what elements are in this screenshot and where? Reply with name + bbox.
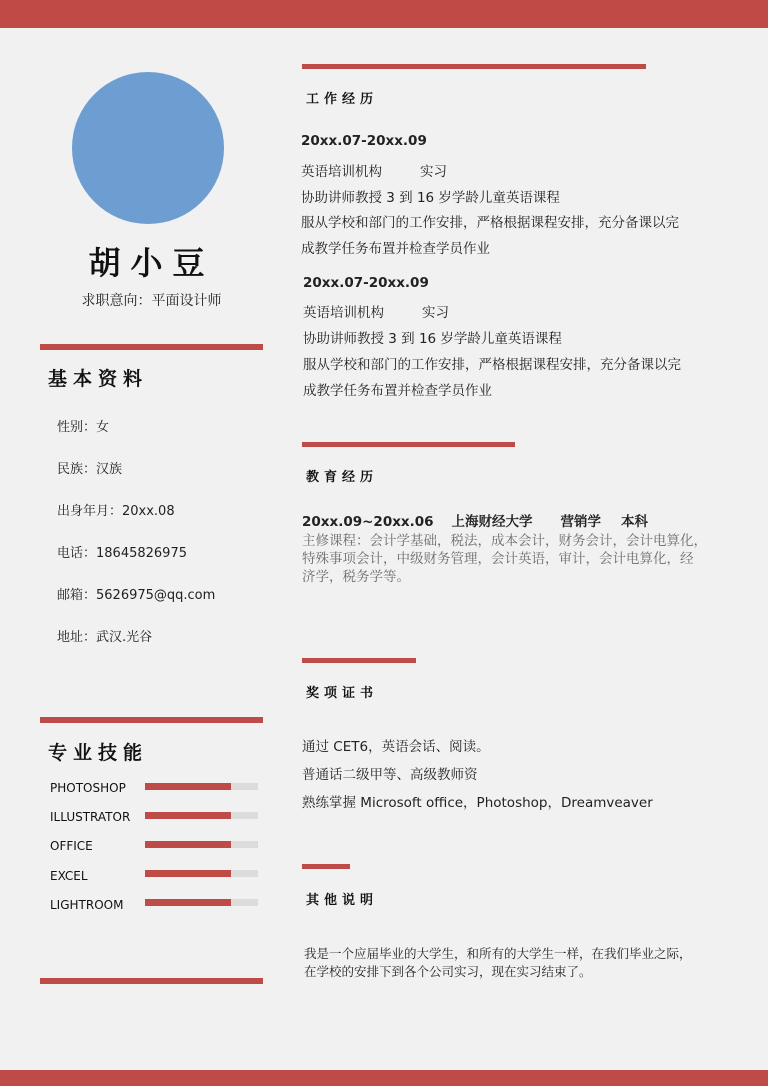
work-org-line [301,160,447,180]
work-title: 工作经历 [306,92,379,107]
award-item: 通过 CET6，英语会话、阅读。 [302,739,490,755]
skills-divider [40,717,263,723]
award-item: 熟练掌握 Microsoft office，Photoshop，Dreamveaver [302,795,653,811]
job-intent: 求职意向：平面设计师 [81,293,222,309]
work-divider [302,64,646,69]
education-degree: 本科 [621,514,649,530]
education-major: 营销学 [560,514,602,530]
education-period: 20xx.09~20xx.06 [302,514,434,530]
education-school: 上海财经大学 [451,514,533,530]
skill-name: EXCEL [50,869,88,883]
skill-bar-fill [145,899,231,906]
skills-title: 专业技能 [48,742,149,764]
skill-bar-fill [145,783,231,790]
skill-bar [145,899,258,906]
info-gender: 性别：女 [57,420,110,435]
work-role: 实习 [420,164,447,180]
work-desc: 服从学校和部门的工作安排，严格根据课程安排，充分备课以完 [303,357,681,373]
skill-bar [145,870,258,877]
education-divider [302,442,515,447]
work-period: 20xx.07-20xx.09 [303,275,429,291]
info-email: 邮箱：5626975@qq.com [57,588,216,603]
work-desc: 成教学任务布置并检查学员作业 [301,241,490,257]
skill-name: ILLUSTRATOR [50,810,131,824]
skill-name: LIGHTROOM [50,898,124,912]
basic-info-divider [40,344,263,350]
other-text: 在学校的安排下到各个公司实习，现在实习结束了。 [304,964,592,979]
education-header [302,510,648,530]
skill-bar-fill [145,841,231,848]
work-desc: 成教学任务布置并检查学员作业 [303,383,492,399]
work-period: 20xx.07-20xx.09 [301,133,427,149]
info-phone: 电话：18645826975 [57,546,187,561]
work-desc: 协助讲师教授 3 到 16 岁学龄儿童英语课程 [303,331,562,347]
bottom-accent-bar [0,1070,768,1086]
info-address: 地址：武汉.光谷 [57,630,153,645]
skill-name: OFFICE [50,839,93,853]
work-org-line [303,301,449,321]
left-bottom-divider [40,978,263,984]
skill-bar [145,841,258,848]
work-desc: 协助讲师教授 3 到 16 岁学龄儿童英语课程 [301,190,560,206]
info-ethnicity: 民族：汉族 [57,462,123,477]
work-org: 英语培训机构 [301,164,382,180]
other-title: 其他说明 [306,893,379,908]
work-role: 实习 [422,305,449,321]
info-birth: 出身年月：20xx.08 [57,504,175,519]
award-item: 普通话二级甲等、高级教师资 [302,767,478,783]
avatar [72,72,224,224]
work-desc: 服从学校和部门的工作安排，严格根据课程安排，充分备课以完 [301,215,679,231]
other-divider [302,864,350,869]
other-text: 我是一个应届毕业的大学生，和所有的大学生一样，在我们毕业之际， [304,946,692,961]
education-courses: 济学，税务学等。 [302,569,410,585]
education-courses: 主修课程：会计学基础，税法，成本会计，财务会计，会计电算化， [302,533,707,549]
skill-bar [145,812,258,819]
education-title: 教育经历 [306,470,379,485]
top-accent-bar [0,0,768,28]
awards-divider [302,658,416,663]
awards-title: 奖项证书 [306,686,379,701]
education-courses: 特殊事项会计，中级财务管理，会计英语，审计，会计电算化，经 [302,551,694,567]
skill-bar-fill [145,870,231,877]
skill-bar [145,783,258,790]
work-org: 英语培训机构 [303,305,384,321]
candidate-name: 胡小豆 [88,244,215,282]
skill-name: PHOTOSHOP [50,781,126,795]
skill-bar-fill [145,812,231,819]
basic-info-title: 基本资料 [48,368,149,390]
